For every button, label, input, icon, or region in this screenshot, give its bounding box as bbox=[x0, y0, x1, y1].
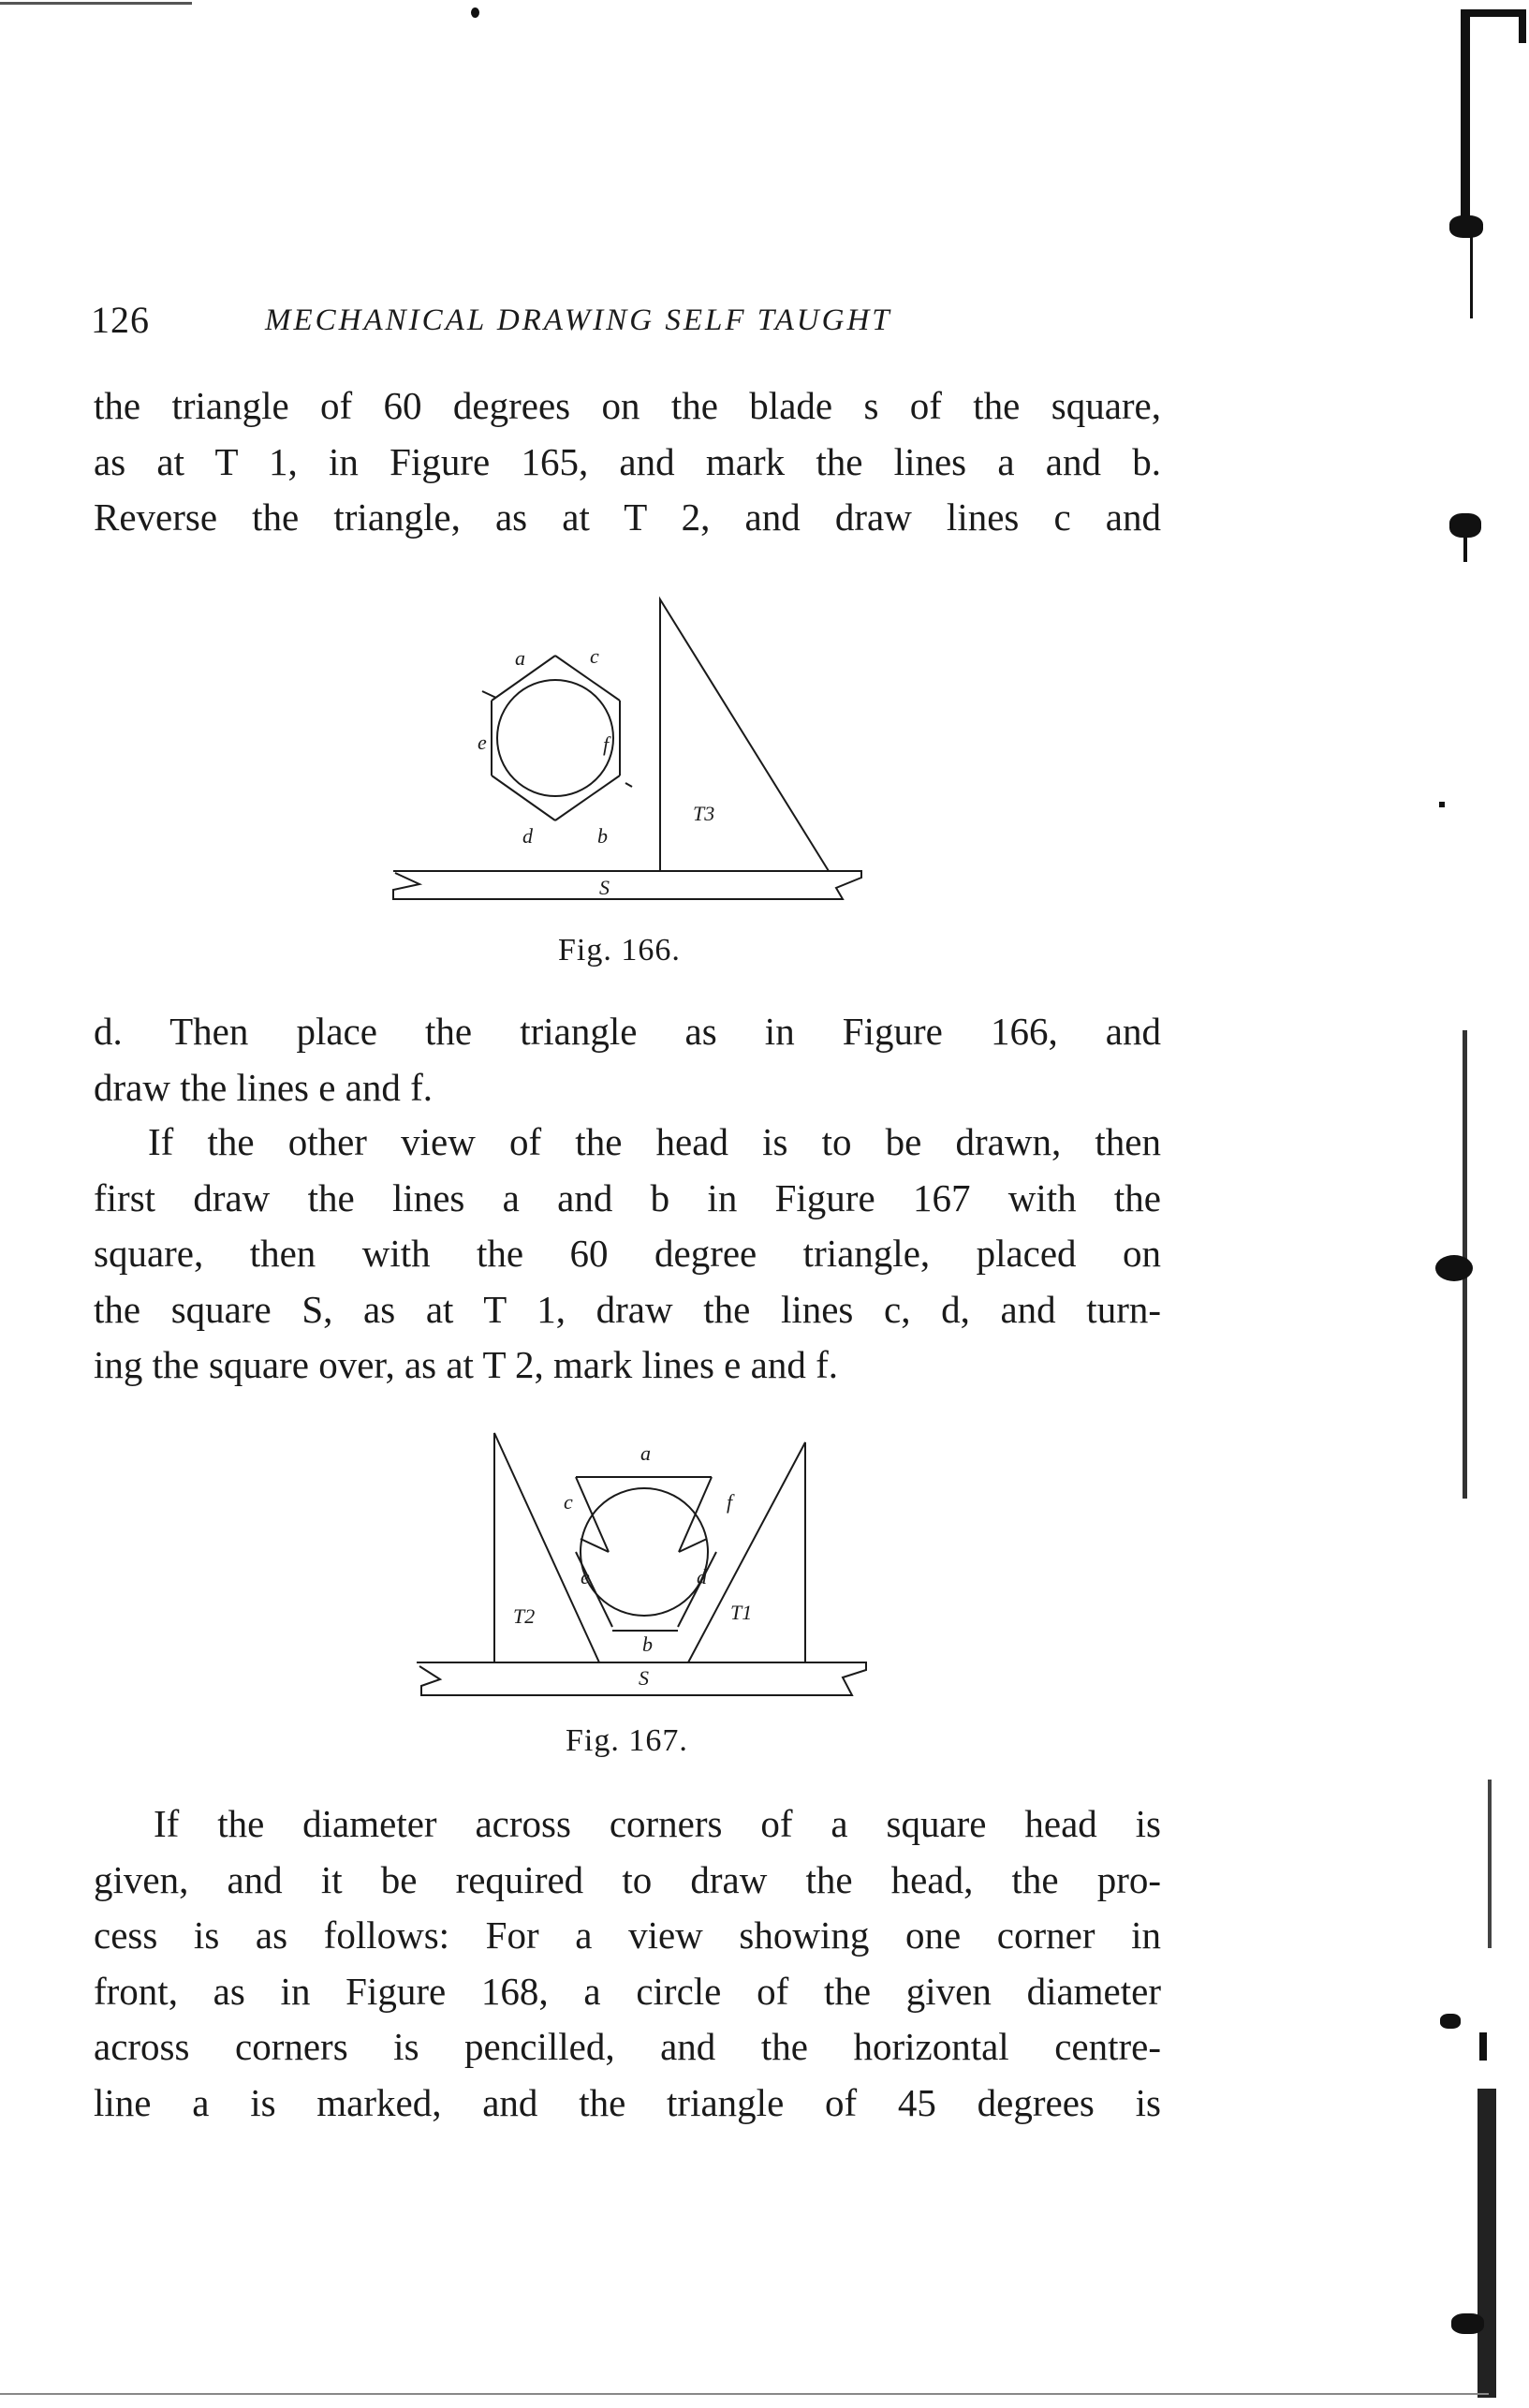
fig167-label-b: b bbox=[642, 1632, 653, 1656]
page-number: 126 bbox=[91, 299, 150, 341]
binding-mark-4 bbox=[1449, 215, 1483, 238]
binding-mark-13 bbox=[1479, 2032, 1487, 2061]
line-b-ext bbox=[625, 783, 632, 787]
text-line: line a is marked, and the triangle of 45 degrees is bbox=[94, 2080, 1161, 2124]
text-line: square, then with the 60 degree triangle, placed on bbox=[94, 1232, 1161, 1275]
line-a-ext bbox=[482, 691, 496, 698]
figure-166 bbox=[384, 590, 871, 927]
paragraph-2 bbox=[94, 1004, 1161, 1115]
figure-167 bbox=[412, 1419, 880, 1709]
text-line: given, and it be required to draw the head, the pro- bbox=[94, 1857, 1161, 1901]
fig167-label-e: e bbox=[581, 1565, 590, 1588]
line-e bbox=[576, 1552, 612, 1627]
binding-mark-12 bbox=[1440, 2014, 1461, 2029]
fig166-label-a: a bbox=[515, 646, 525, 670]
binding-mark-1 bbox=[1461, 9, 1470, 225]
binding-mark-8 bbox=[1439, 802, 1445, 807]
text-line: first draw the lines a and b in Figure 167 with the bbox=[94, 1175, 1161, 1219]
triangle-t1 bbox=[688, 1442, 805, 1662]
figure-166-caption: Fig. 166. bbox=[558, 933, 681, 968]
fig167-label-f: f bbox=[727, 1490, 733, 1514]
text-line: the square S, as at T 1, draw the lines c, d, and turn- bbox=[94, 1287, 1161, 1331]
scan-artifact-top-dot bbox=[471, 7, 479, 18]
paragraph-3 bbox=[94, 1115, 1161, 1394]
fig166-label-t3: T3 bbox=[693, 802, 715, 825]
binding-mark-15 bbox=[1451, 2313, 1484, 2334]
fig167-label-c: c bbox=[564, 1490, 573, 1514]
fig166-label-d: d bbox=[522, 824, 533, 848]
text-line: Reverse the triangle, as at T 2, and draw lines c and bbox=[94, 495, 1161, 539]
line-b bbox=[555, 776, 620, 820]
line-c bbox=[555, 656, 620, 701]
text-line: draw the lines e and f. bbox=[94, 1065, 434, 1109]
head-circle bbox=[497, 680, 613, 796]
fig167-label-t2: T2 bbox=[513, 1604, 536, 1628]
line-d bbox=[492, 776, 555, 820]
scan-artifact-top-left bbox=[0, 2, 192, 5]
paragraph-1 bbox=[94, 378, 1161, 546]
text-line: If the diameter across corners of a square head is bbox=[154, 1802, 1161, 1845]
fig167-label-a: a bbox=[640, 1441, 651, 1465]
figure-167-caption: Fig. 167. bbox=[566, 1723, 688, 1758]
fig166-label-b: b bbox=[597, 824, 608, 848]
line-d bbox=[678, 1552, 716, 1627]
binding-mark-11 bbox=[1488, 1780, 1492, 1948]
text-line: cess is as follows: For a view showing one corner in bbox=[94, 1913, 1161, 1957]
binding-mark-2 bbox=[1470, 9, 1526, 17]
text-line: d. Then place the triangle as in Figure 166, and bbox=[94, 1010, 1161, 1053]
binding-mark-3 bbox=[1519, 17, 1526, 43]
text-line: as at T 1, in Figure 165, and mark the lines a and b. bbox=[94, 439, 1161, 483]
triangle-t2 bbox=[494, 1433, 599, 1662]
text-line: across corners is pencilled, and the horizontal centre- bbox=[94, 2025, 1161, 2068]
text-line: the triangle of 60 degrees on the blade s of the square, bbox=[94, 384, 1161, 427]
binding-mark-14 bbox=[1478, 2089, 1496, 2398]
triangle-t3 bbox=[660, 599, 829, 871]
fig167-label-d: d bbox=[697, 1565, 707, 1588]
head-circle bbox=[581, 1488, 708, 1616]
fig166-label-f: f bbox=[603, 732, 610, 756]
square-blade bbox=[393, 871, 861, 899]
text-line: front, as in Figure 168, a circle of the given diameter bbox=[94, 1969, 1161, 2013]
fig166-label-e: e bbox=[478, 731, 487, 754]
fig166-label-c: c bbox=[590, 644, 599, 668]
fig167-label-t1: T1 bbox=[730, 1601, 753, 1624]
binding-mark-5 bbox=[1470, 234, 1473, 318]
running-title: MECHANICAL DRAWING SELF TAUGHT bbox=[265, 303, 892, 337]
fig167-label-s: S bbox=[639, 1666, 649, 1690]
text-line: ing the square over, as at T 2, mark lines e and f. bbox=[94, 1343, 838, 1386]
paragraph-4 bbox=[94, 1796, 1161, 2131]
fig166-label-s: S bbox=[599, 876, 610, 899]
page-bottom-rule bbox=[0, 2393, 1489, 2395]
text-line: If the other view of the head is to be drawn, then bbox=[148, 1120, 1161, 1163]
binding-mark-7 bbox=[1463, 534, 1467, 562]
binding-mark-10 bbox=[1435, 1255, 1473, 1281]
